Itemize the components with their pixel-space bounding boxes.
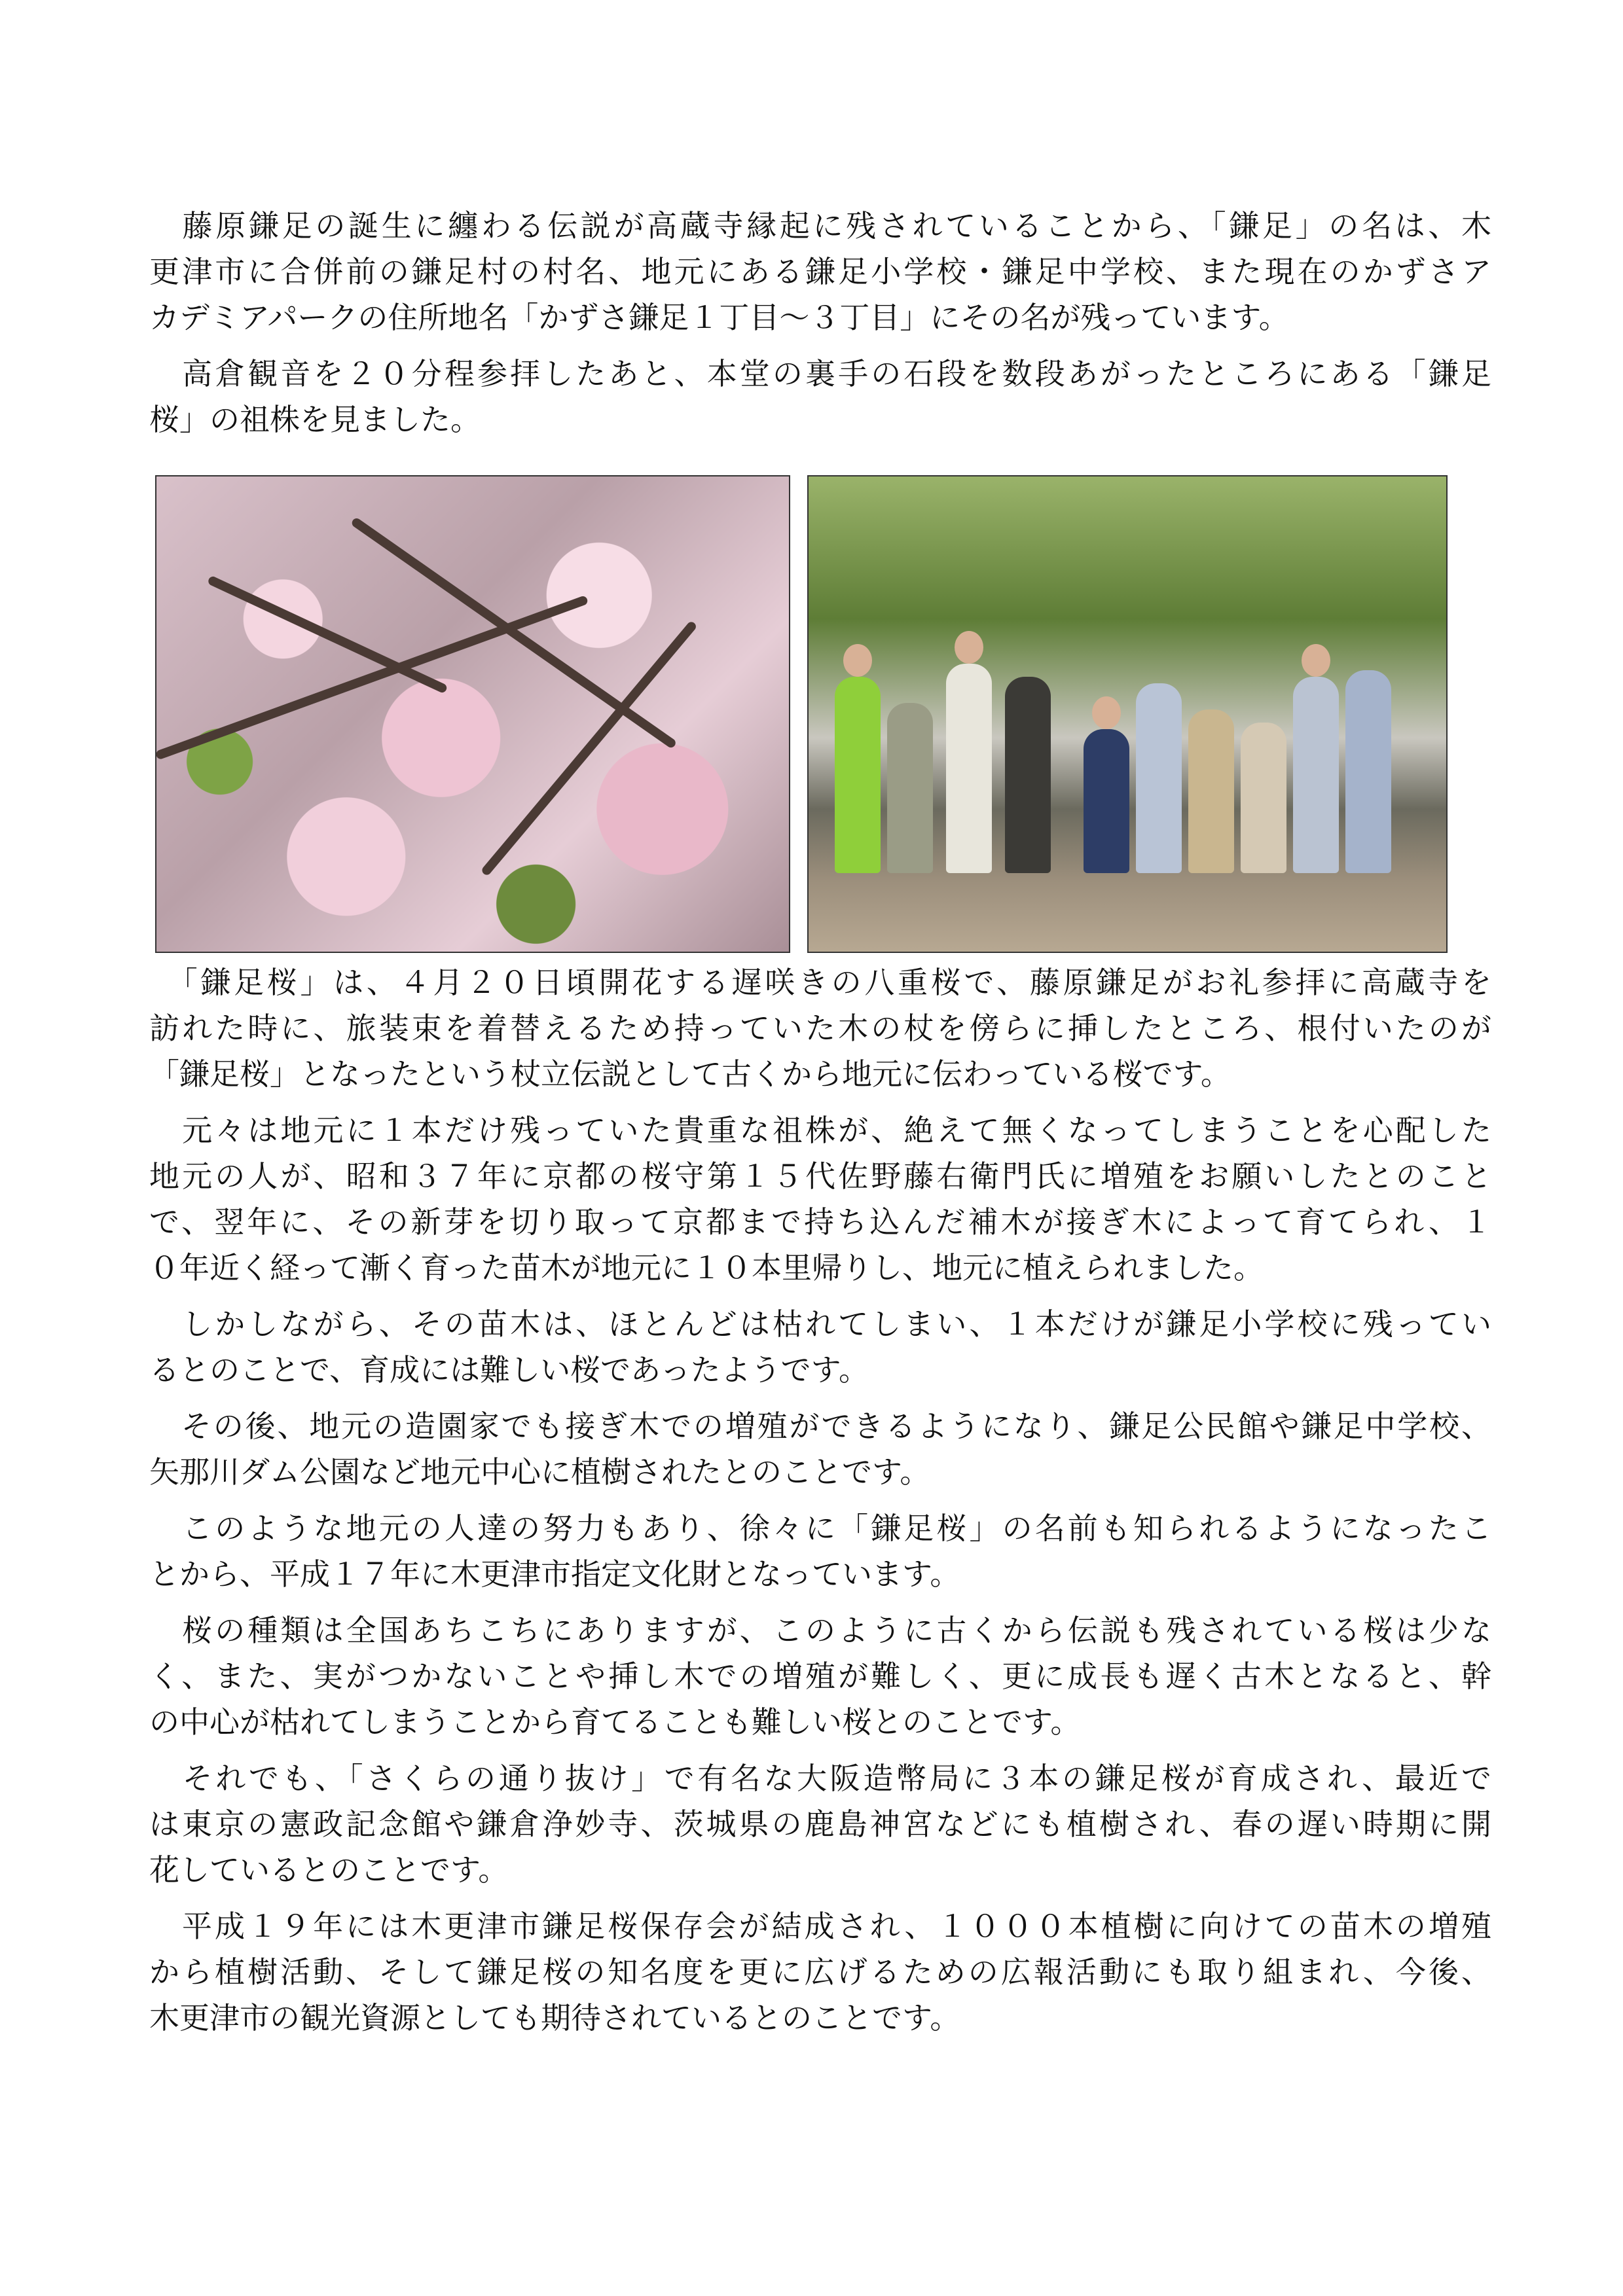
text-line: 「鎌足桜」は、４月２０日頃開花する遅咲きの八重桜で、藤原鎌足がお礼参拝に高蔵寺を [149,965,1491,1000]
paragraph [149,960,1491,1097]
text-line: 「鎌足桜」となったという杖立伝説として古くから地元に伝わっている桜です。 [149,1056,1231,1092]
text-line: 矢那川ダム公園など地元中心に植樹されたとのことです。 [149,1454,930,1490]
text-line: その後、地元の造園家でも接ぎ木での増殖ができるようになり、鎌足公民館や鎌足中学校、 [149,1408,1491,1444]
group-photo [807,475,1448,953]
text-line: 平成１９年には木更津市鎌足桜保存会が結成され、１０００本植樹に向けての苗木の増殖 [149,1909,1491,1944]
paragraph [149,1755,1491,1893]
text-line: 木更津市の観光資源としても期待されているとのことです。 [149,2000,960,2036]
paragraph [149,1607,1491,1745]
text-line: るとのことで、育成には難しい桜であったようです。 [149,1352,869,1388]
paragraph [149,1903,1491,2041]
text-line: で、翌年に、その新芽を切り取って京都まで持ち込んだ補木が接ぎ木によって育てられ、１ [149,1204,1491,1240]
intro-text [149,203,1491,453]
text-line: 桜の種類は全国あちこちにありますが、このように古くから伝説も残されている桜は少な [149,1613,1491,1648]
text-line: 地元の人が、昭和３７年に京都の桜守第１５代佐野藤右衛門氏に増殖をお願いしたとのこと [149,1158,1491,1194]
text-line: 花しているとのことです。 [149,1852,509,1888]
text-line: 桜」の祖株を見ました。 [149,402,481,437]
text-line: カデミアパークの住所地名「かずさ鎌足１丁目～３丁目」にその名が残っています。 [149,300,1289,335]
text-line: く、また、実がつかないことや挿し木での増殖が難しく、更に成長も遅く古木となると、幹 [149,1659,1491,1694]
body-text [149,960,1491,2051]
paragraph [149,1403,1491,1495]
text-line: 元々は地元に１本だけ残っていた貴重な祖株が、絶えて無くなってしまうことを心配した [149,1113,1491,1148]
text-line: 訪れた時に、旅装束を着替えるため持っていた木の杖を傍らに挿したところ、根付いたのが [149,1011,1491,1046]
paragraph [149,1505,1491,1597]
paragraph [149,351,1491,442]
text-line: から植樹活動、そして鎌足桜の知名度を更に広げるための広報活動にも取り組まれ、今後、 [149,1954,1491,1990]
text-line: それでも、「さくらの通り抜け」で有名な大阪造幣局に３本の鎌足桜が育成され、最近で [149,1761,1491,1796]
text-line: このような地元の人達の努力もあり、徐々に「鎌足桜」の名前も知られるようになったこ [149,1511,1491,1546]
text-line: ０年近く経って漸く育った苗木が地元に１０本里帰りし、地元に植えられました。 [149,1250,1264,1285]
text-line: しかしながら、その苗木は、ほとんどは枯れてしまい、１本だけが鎌足小学校に残ってい [149,1306,1491,1342]
paragraph [149,1301,1491,1393]
text-line: 高倉観音を２０分程参拝したあと、本堂の裏手の石段を数段あがったところにある「鎌足 [149,356,1491,391]
text-line: とから、平成１７年に木更津市指定文化財となっています。 [149,1556,960,1592]
text-line: 更津市に合併前の鎌足村の村名、地元にある鎌足小学校・鎌足中学校、また現在のかずさア [149,254,1491,289]
text-line: 藤原鎌足の誕生に纏わる伝説が高蔵寺縁起に残されていることから、「鎌足」の名は、木 [149,208,1491,243]
paragraph [149,203,1491,340]
paragraph [149,1107,1491,1291]
sakura-blossoms-photo [155,475,790,953]
text-line: は東京の憲政記念館や鎌倉浄妙寺、茨城県の鹿島神宮などにも植樹され、春の遅い時期に開 [149,1806,1491,1842]
text-line: の中心が枯れてしまうことから育てることも難しい桜とのことです。 [149,1704,1081,1740]
